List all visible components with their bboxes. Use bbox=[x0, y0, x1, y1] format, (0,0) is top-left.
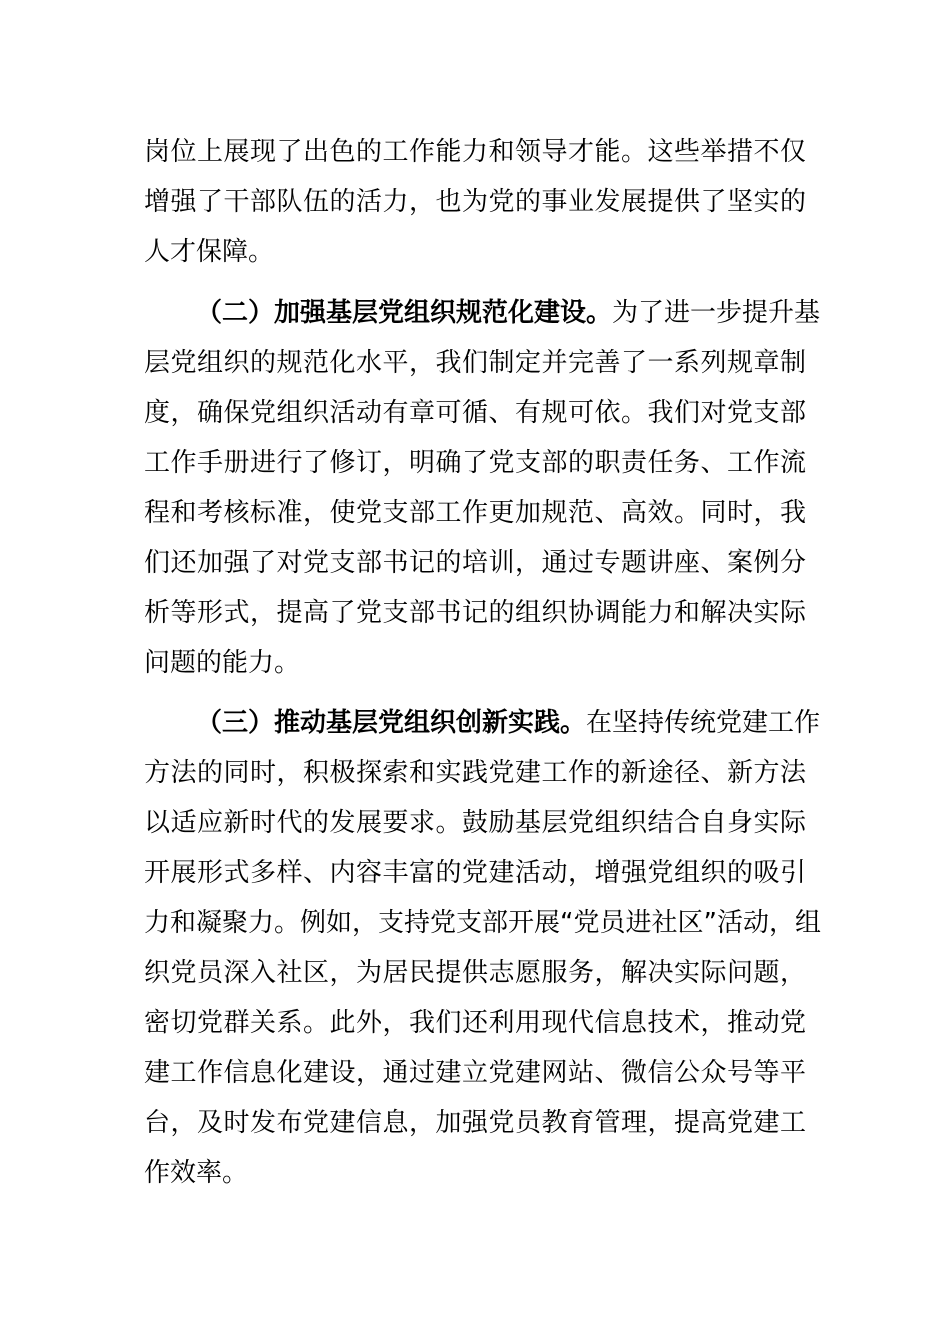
paragraph-2-line-4: 工作手册进行了修订，明确了党支部的职责任务、工作流 bbox=[144, 448, 806, 478]
paragraph-1-line-2: 增强了干部队伍的活力，也为党的事业发展提供了坚实的 bbox=[144, 187, 806, 217]
paragraph-2-line-6: 们还加强了对党支部书记的培训，通过专题讲座、案例分 bbox=[144, 548, 806, 578]
paragraph-2-line-3: 度，确保党组织活动有章可循、有规可依。我们对党支部 bbox=[144, 398, 806, 428]
paragraph-3-first-line-text: 在坚持传统党建工作 bbox=[586, 708, 821, 738]
section-3-heading: （三）推动基层党组织创新实践。 bbox=[196, 708, 587, 738]
paragraph-3-line-1 bbox=[196, 698, 821, 748]
paragraph-3-line-2: 方法的同时，积极探索和实践党建工作的新途径、新方法 bbox=[144, 758, 806, 788]
paragraph-3-line-3: 以适应新时代的发展要求。鼓励基层党组织结合自身实际 bbox=[144, 808, 806, 838]
paragraph-2-line-1 bbox=[196, 288, 821, 338]
paragraph-3-line-5: 力和凝聚力。例如，支持党支部开展“党员进社区”活动，组 bbox=[144, 908, 821, 938]
paragraph-3-line-9: 台，及时发布党建信息，加强党员教育管理，提高党建工 bbox=[144, 1108, 806, 1138]
paragraph-3-line-7: 密切党群关系。此外，我们还利用现代信息技术，推动党 bbox=[144, 1008, 806, 1038]
paragraph-2-line-8: 问题的能力。 bbox=[144, 648, 301, 678]
paragraph-1-line-1: 岗位上展现了出色的工作能力和领导才能。这些举措不仅 bbox=[144, 137, 806, 167]
paragraph-3-line-10: 作效率。 bbox=[144, 1158, 249, 1188]
paragraph-2-line-2: 层党组织的规范化水平，我们制定并完善了一系列规章制 bbox=[144, 348, 806, 378]
paragraph-3-line-6: 织党员深入社区，为居民提供志愿服务，解决实际问题， bbox=[144, 958, 806, 988]
paragraph-2-line-7: 析等形式，提高了党支部书记的组织协调能力和解决实际 bbox=[144, 598, 806, 628]
paragraph-3-line-4: 开展形式多样、内容丰富的党建活动，增强党组织的吸引 bbox=[144, 858, 806, 888]
paragraph-2-line-5: 程和考核标准，使党支部工作更加规范、高效。同时，我 bbox=[144, 498, 806, 528]
section-2-heading: （二）加强基层党组织规范化建设。 bbox=[196, 298, 613, 328]
paragraph-2-first-line-text: 为了进一步提升基 bbox=[612, 298, 821, 328]
paragraph-1-line-3: 人才保障。 bbox=[144, 237, 275, 267]
paragraph-3-line-8: 建工作信息化建设，通过建立党建网站、微信公众号等平 bbox=[144, 1058, 806, 1088]
